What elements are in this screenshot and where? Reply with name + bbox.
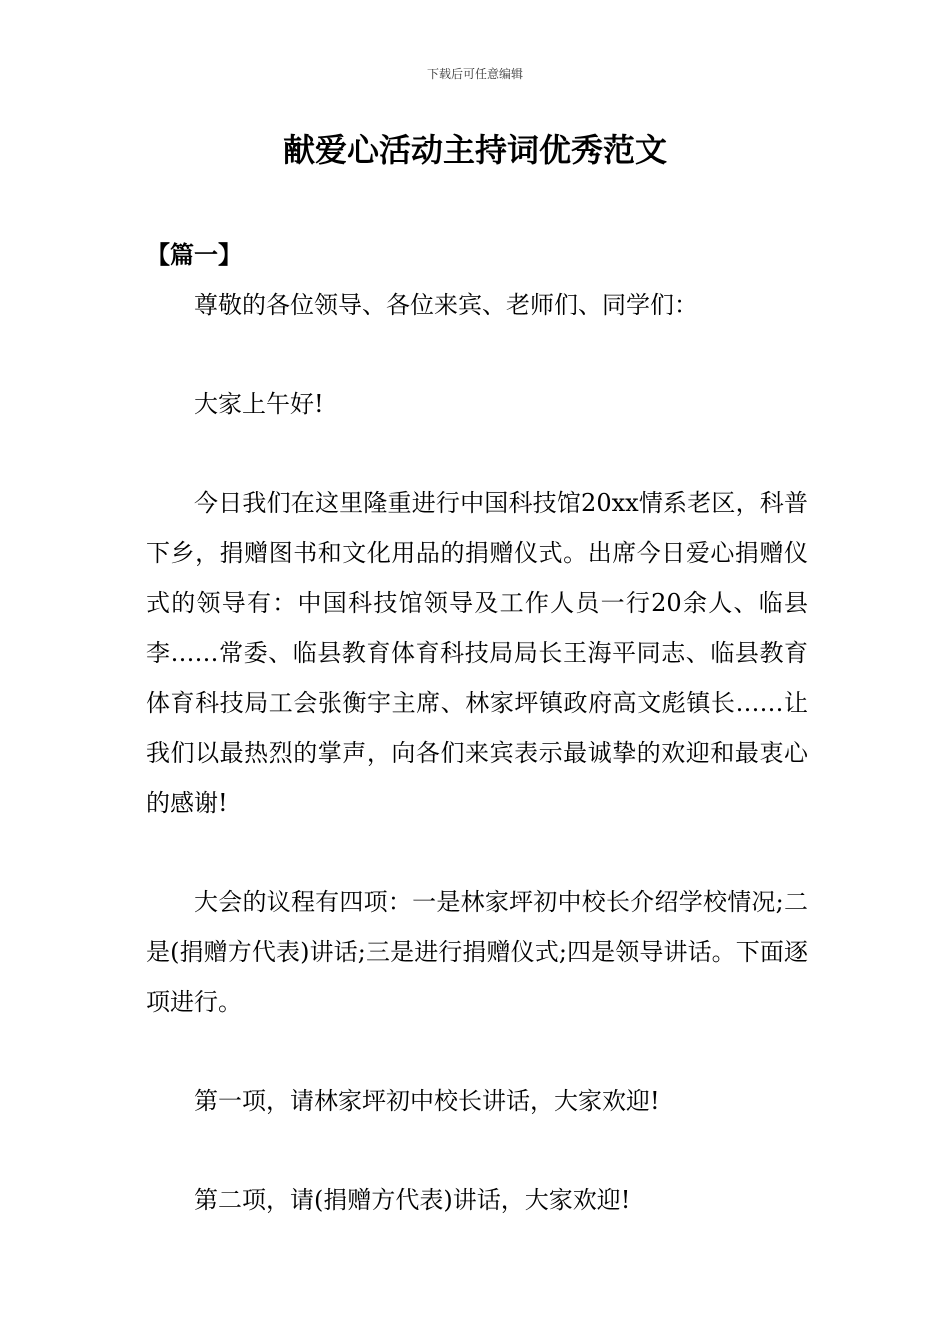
paragraph-greeting: 尊敬的各位领导、各位来宾、老师们、同学们： [194, 291, 698, 319]
section-label: 【篇一】 [146, 240, 242, 269]
header-note: 下载后可任意编辑 [426, 67, 523, 81]
paragraph-item-one: 第一项，请林家坪初中校长讲话，大家欢迎! [194, 1087, 660, 1115]
document-body [146, 230, 808, 1274]
paragraph-good-morning: 大家上午好! [194, 390, 324, 418]
paragraph-agenda: 大会的议程有四项：一是林家坪初中校长介绍学校情况;二是(捐赠方代表)讲话;三是进行捐赠仪式;四是领导讲话。下面逐项进行。 [146, 888, 808, 1016]
paragraph-introduction: 今日我们在这里隆重进行中国科技馆20xx情系老区，科普下乡，捐赠图书和文化用品的捐赠仪式。出席今日爱心捐赠仪式的领导有：中国科技馆领导及工作人员一行20余人、临县李……常委、临县教育体育科技局局长王海平同志、临县教育体育科技局工会张衡宇主席、林家坪镇政府高文彪镇长……让我们以最热烈的掌声，向各们来宾表示最诚挚的欢迎和最衷心的感谢! [146, 489, 808, 817]
document-title: 献爱心活动主持词优秀范文 [282, 131, 667, 169]
paragraph-item-two: 第二项，请(捐赠方代表)讲话，大家欢迎! [194, 1186, 631, 1214]
